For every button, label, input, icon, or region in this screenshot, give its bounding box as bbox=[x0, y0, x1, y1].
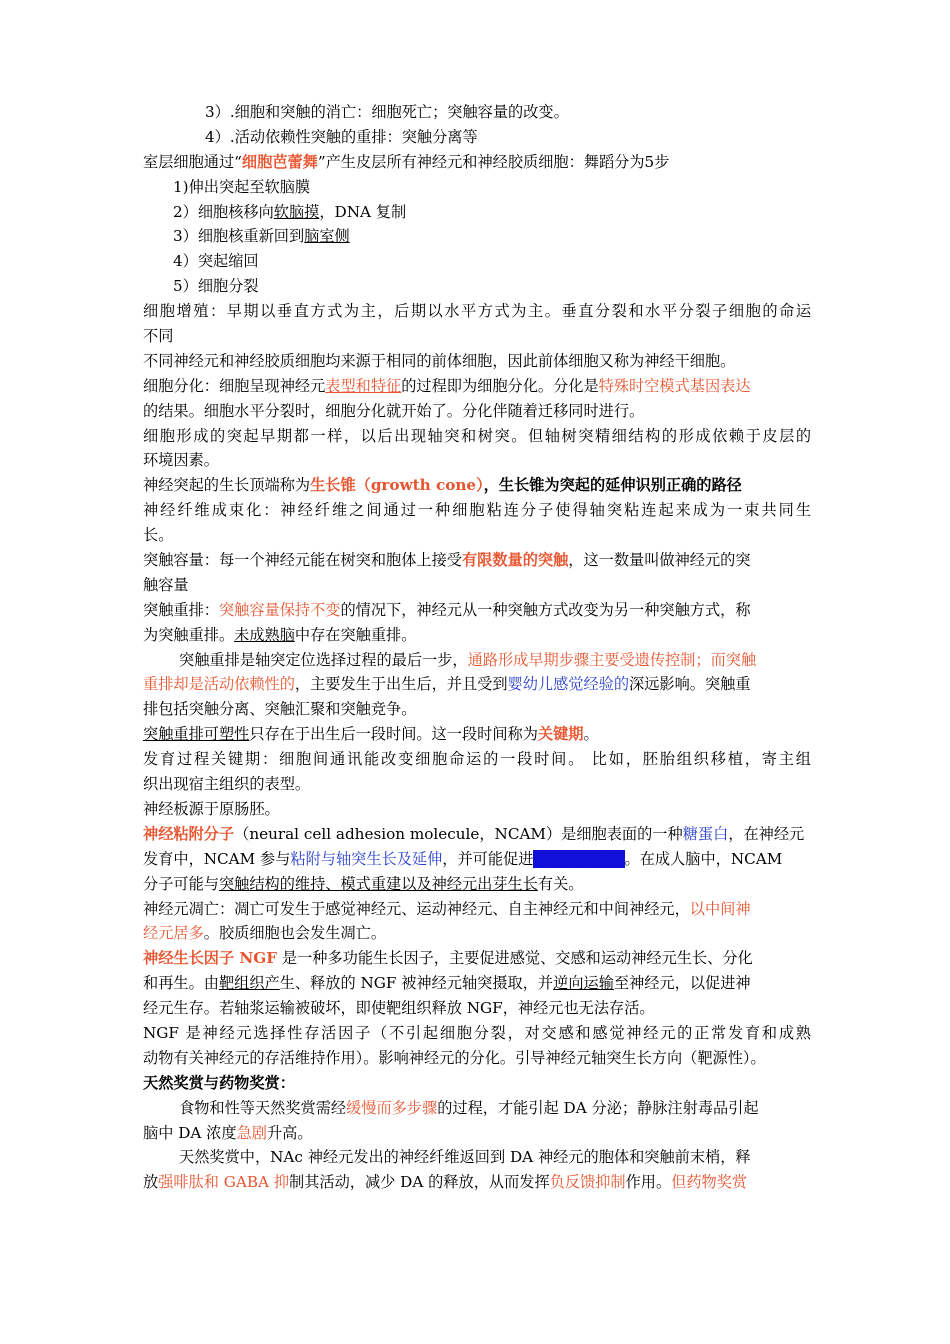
text: 的结果。细胞水平分裂时，细胞分化就开始了。分化伴随着迁移同时进行。 bbox=[143, 401, 645, 420]
text: 织出现宿主组织的表型。 bbox=[143, 775, 311, 794]
text-line bbox=[143, 150, 811, 175]
text: 中存在突触重排。 bbox=[294, 625, 417, 644]
highlight-term: 有限数量的突触 bbox=[461, 551, 569, 570]
underlined-term: 逆向运输 bbox=[553, 974, 614, 993]
highlight-term: 特殊时空模式基因表达 bbox=[598, 376, 751, 395]
text-line bbox=[143, 822, 811, 847]
text: 动物有关神经元的存活维持作用）。影响神经元的分化。引导神经元轴突生长方向（靶源性）。 bbox=[143, 1048, 766, 1067]
text: 。在成人脑中，NCAM bbox=[624, 849, 783, 868]
text: ，在神经元 bbox=[728, 824, 805, 843]
highlight-term: 缓慢而多步骤 bbox=[346, 1098, 438, 1117]
text-line bbox=[143, 324, 811, 349]
text: 食物和性等天然奖赏需经 bbox=[179, 1098, 347, 1117]
text: 的情况下，神经元从一种突触方式改变为另一种突触方式，称 bbox=[340, 600, 751, 619]
text-line bbox=[143, 1145, 811, 1170]
text-line bbox=[143, 125, 811, 150]
text: ，DNA 复制 bbox=[319, 202, 407, 221]
text: 为突触重排。 bbox=[143, 625, 235, 644]
text-line bbox=[143, 1021, 811, 1046]
text: 生、释放的 NGF 被神经元轴突摄取，并 bbox=[279, 974, 554, 993]
highlight-term: 生长锥（growth cone） bbox=[310, 476, 484, 495]
text-line bbox=[143, 100, 811, 125]
text: 神经元凋亡：凋亡可发生于感觉神经元、运动神经元、自主神经元和中间神经元， bbox=[143, 899, 690, 918]
text-line bbox=[143, 274, 811, 299]
highlight-term: 经元居多 bbox=[143, 924, 204, 943]
text-line bbox=[143, 175, 811, 200]
highlight-term: 突触容量保持不变 bbox=[218, 600, 341, 619]
text: ，这一数量叫做神经元的突 bbox=[568, 551, 751, 570]
text-line bbox=[143, 573, 811, 598]
text: 分子可能与 bbox=[143, 874, 219, 893]
text: 3）细胞核重新回到 bbox=[173, 227, 305, 246]
text: 只存在于出生后一段时间。这一段时间称为 bbox=[249, 725, 538, 744]
highlight-term: 表型和特征 bbox=[325, 376, 402, 395]
text: 室层细胞通过“ bbox=[143, 152, 242, 171]
text: 放 bbox=[143, 1173, 159, 1192]
text: （neural cell adhesion molecule，NCAM）是细胞表面的一种 bbox=[234, 824, 683, 843]
text-line bbox=[143, 299, 811, 324]
text: 神经板源于原肠胚。 bbox=[143, 799, 280, 818]
text: 脑中 DA 浓度 bbox=[143, 1123, 237, 1142]
text-line bbox=[143, 249, 811, 274]
highlight-term: 神经生长因子 NGF bbox=[143, 949, 278, 968]
text: 突触容量：每一个神经元能在树突和胞体上接受 bbox=[143, 551, 462, 570]
text: 5）细胞分裂 bbox=[173, 277, 259, 296]
text: ，并可能促进 bbox=[442, 849, 534, 868]
text-line bbox=[143, 448, 811, 473]
blue-term: 婴幼儿感觉经验的 bbox=[507, 675, 629, 694]
text: 升高。 bbox=[266, 1123, 313, 1142]
text: 天然奖赏中，NAc 神经元发出的神经纤维返回到 DA 神经元的胞体和突触前末梢，释 bbox=[179, 1148, 751, 1167]
text: 至神经元，以促进神 bbox=[613, 974, 751, 993]
highlight-term: 神经粘附分子 bbox=[143, 824, 235, 843]
section-heading bbox=[143, 1071, 811, 1096]
text: 细胞增殖：早期以垂直方式为主，后期以水平方式为主。垂直分裂和水平分裂子细胞的命运 bbox=[143, 302, 811, 321]
text: 突触重排是轴突定位选择过程的最后一步， bbox=[179, 650, 468, 669]
text-line bbox=[143, 772, 811, 797]
text-line bbox=[143, 1046, 811, 1071]
text: 不同 bbox=[143, 327, 174, 346]
text-line bbox=[143, 672, 811, 697]
text-line bbox=[143, 498, 811, 523]
text: ，主要发生于出生后，并且受到 bbox=[294, 675, 508, 694]
underlined-term: 未成熟脑 bbox=[234, 625, 295, 644]
text-line bbox=[143, 523, 811, 548]
text: 不同神经元和神经胶质细胞均来源于相同的前体细胞，因此前体细胞又称为神经干细胞。 bbox=[143, 351, 736, 370]
text: 2）细胞核移向 bbox=[173, 202, 274, 221]
highlight-term: 急剧 bbox=[236, 1123, 267, 1142]
highlight-term: 但药物奖赏 bbox=[671, 1173, 748, 1192]
text: 制其活动，减少 DA 的释放，从而发挥 bbox=[289, 1173, 550, 1192]
text-line bbox=[143, 971, 811, 996]
text: 触容量 bbox=[143, 575, 189, 594]
text-line bbox=[143, 473, 811, 498]
text-line bbox=[143, 399, 811, 424]
highlight-term: 以中间神 bbox=[689, 899, 751, 918]
text: 经元生存。若轴浆运输被破坏，即使靶组织释放 NGF，神经元也无法存活。 bbox=[143, 999, 655, 1018]
text-line bbox=[143, 697, 811, 722]
text-line bbox=[143, 847, 811, 872]
text-line bbox=[143, 1096, 811, 1121]
underlined-term: 靶组织产 bbox=[218, 974, 280, 993]
text: NGF 是神经元选择性存活因子（不引起细胞分裂，对交感和感觉神经元的正常发育和成熟 bbox=[143, 1023, 811, 1042]
highlight-term: 重排却是活动依赖性的 bbox=[143, 675, 295, 694]
text: 。 bbox=[583, 725, 599, 744]
text: 排包括突触分离、突触汇聚和突触竞争。 bbox=[143, 700, 417, 719]
text-line bbox=[143, 374, 811, 399]
text: 4）.活动依赖性突触的重排：突触分离等 bbox=[205, 127, 478, 146]
text: 深远影响。突触重 bbox=[629, 675, 751, 694]
text: 。胶质细胞也会发生凋亡。 bbox=[203, 924, 386, 943]
highlight-term: 强啡肽和 GABA 抑 bbox=[158, 1173, 290, 1192]
text-line bbox=[143, 722, 811, 747]
text: 是一种多功能生长因子，主要促进感觉、交感和运动神经元生长、分化 bbox=[277, 949, 753, 968]
text: 长。 bbox=[143, 526, 174, 545]
text: 神经纤维成束化：神经纤维之间通过一种细胞粘连分子使得轴突粘连起来成为一束共同生 bbox=[143, 501, 811, 520]
blue-term: 粘附与轴突生长及延伸 bbox=[290, 849, 443, 868]
text-line bbox=[143, 623, 811, 648]
text: 细胞形成的突起早期都一样，以后出现轴突和树突。但轴树突精细结构的形成依赖于皮层的 bbox=[143, 426, 811, 445]
text: 作用。 bbox=[625, 1173, 672, 1192]
text: 神经突起的生长顶端称为 bbox=[143, 476, 311, 495]
text: 细胞分化：细胞呈现神经元 bbox=[143, 376, 326, 395]
text-line bbox=[143, 648, 811, 673]
text-line bbox=[143, 946, 811, 971]
text-line bbox=[143, 797, 811, 822]
text: 环境因素。 bbox=[143, 451, 219, 470]
text: 发育中，NCAM 参与 bbox=[143, 849, 291, 868]
highlight-term: 通路形成早期步骤主要受遗传控制；而突触 bbox=[467, 650, 757, 669]
text: ”产生皮层所有神经元和神经胶质细胞：舞蹈分为5步 bbox=[317, 152, 670, 171]
text-line bbox=[143, 548, 811, 573]
blue-term: 糖蛋白 bbox=[682, 824, 729, 843]
text-line bbox=[143, 200, 811, 225]
text: 的过程即为细胞分化。分化是 bbox=[401, 376, 599, 395]
text-line bbox=[143, 747, 811, 772]
text-line bbox=[143, 897, 811, 922]
underlined-term: 突触重排可塑性 bbox=[143, 725, 250, 744]
highlight-term: 负反馈抑制 bbox=[549, 1173, 626, 1192]
text: 突触重排： bbox=[143, 600, 219, 619]
text: 天然奖赏与药物奖赏： bbox=[143, 1073, 295, 1092]
highlight-term: 关键期 bbox=[537, 725, 584, 744]
text-line bbox=[143, 1121, 811, 1146]
text-line bbox=[143, 872, 811, 897]
text-line bbox=[143, 224, 811, 249]
text-line bbox=[143, 921, 811, 946]
text-line bbox=[143, 598, 811, 623]
selection-highlight: 突触的可塑性 bbox=[533, 849, 625, 868]
underlined-term: 脑室侧 bbox=[304, 227, 350, 246]
text: 3）.细胞和突触的消亡：细胞死亡；突触容量的改变。 bbox=[205, 103, 569, 121]
text: 发育过程关键期：细胞间通讯能改变细胞命运的一段时间。 比如，胚胎组织移植，寄主组 bbox=[143, 750, 811, 769]
text: 4）突起缩回 bbox=[173, 252, 259, 271]
text-line bbox=[143, 1170, 811, 1195]
text: 的过程，才能引起 DA 分泌；静脉注射毒品引起 bbox=[437, 1098, 759, 1117]
underlined-term: 突触结构的维持、模式重建以及神经元出芽生长 bbox=[218, 874, 538, 893]
bold-text: ，生长锥为突起的延伸识别正确的路径 bbox=[483, 476, 742, 495]
underlined-term: 软脑摸 bbox=[273, 202, 320, 221]
text-line bbox=[143, 349, 811, 374]
document-page bbox=[143, 100, 811, 1195]
text: 1)伸出突起至软脑膜 bbox=[173, 177, 311, 196]
text-line bbox=[143, 424, 811, 449]
text: 和再生。由 bbox=[143, 974, 219, 993]
highlight-term: 细胞芭蕾舞 bbox=[241, 152, 318, 171]
text: 有关。 bbox=[537, 874, 584, 893]
text-line bbox=[143, 996, 811, 1021]
